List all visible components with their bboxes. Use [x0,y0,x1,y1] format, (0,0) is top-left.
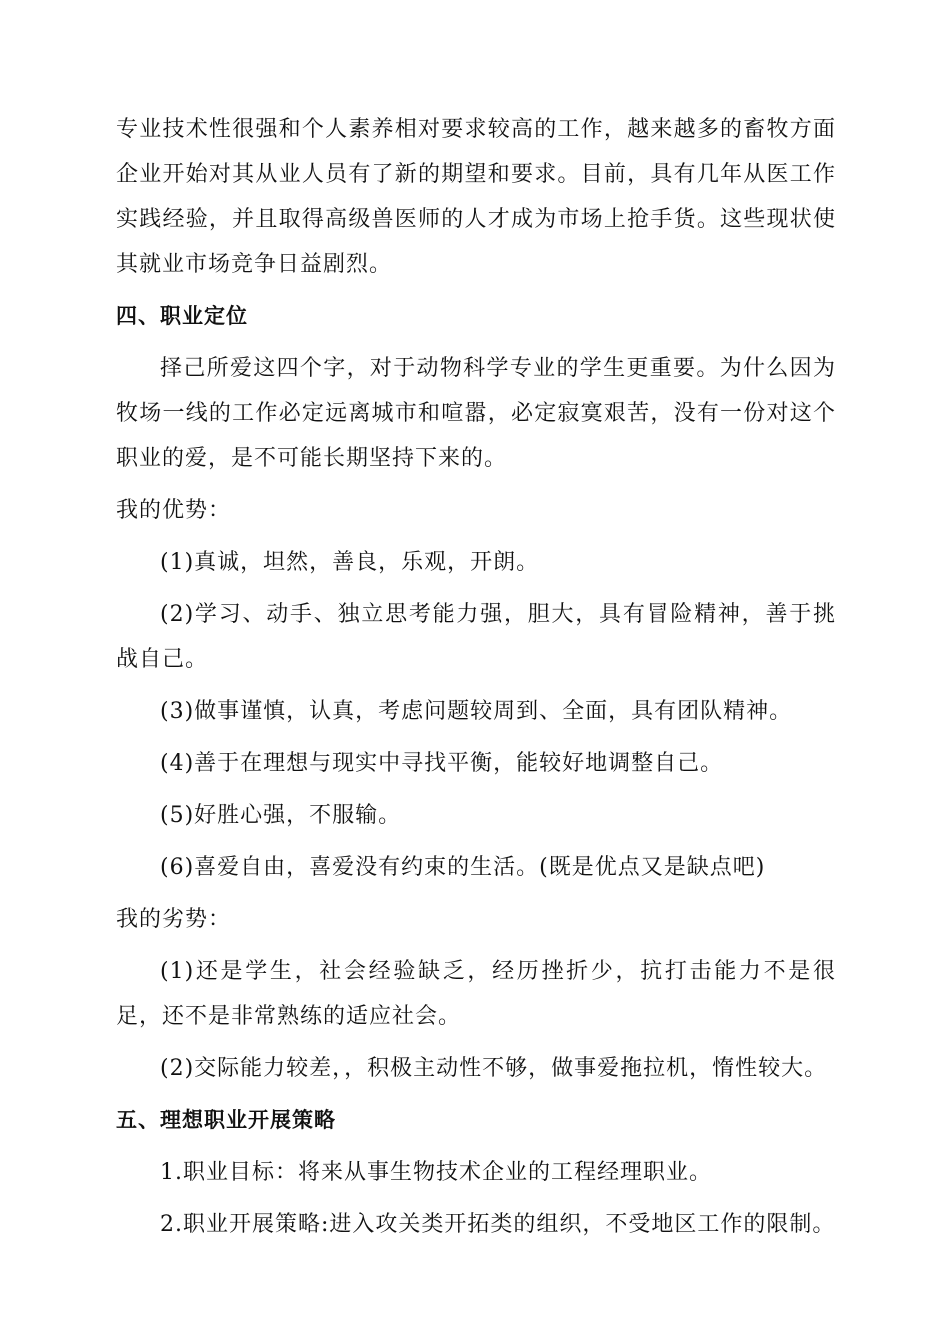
section-heading-career-positioning: 四、职业定位 [116,304,248,328]
label-my-weaknesses: 我的劣势： [116,907,232,932]
paragraph-choose-what-you-love: 择己所爱这四个字，对于动物科学专业的学生更重要。为什么因为牧场一线的工作必定远离城市和喧嚣，必定寂寞艰苦，没有一份对这个职业的爱，是不可能长期坚持下来的。 [116,356,836,471]
strength-item-3: (3)做事谨慎，认真，考虑问题较周到、全面，具有团队精神。 [160,699,793,724]
strength-item-5: (5)好胜心强，不服输。 [160,803,402,828]
strength-item-4: (4)善于在理想与现实中寻找平衡，能较好地调整自己。 [160,751,724,776]
strength-item-1: (1)真诚，坦然，善良，乐观，开朗。 [160,550,540,575]
document-body [116,107,836,1247]
paragraph-employment-market: 专业技术性很强和个人素养相对要求较高的工作，越来越多的畜牧方面企业开始对其从业人员有了新的期望和要求。目前，具有几年从医工作实践经验，并且取得高级兽医师的人才成为市场上抢手货。这些现状使其就业市场竞争日益剧烈。 [116,117,836,277]
strategy-item-1: 1.职业目标：将来从事生物技术企业的工程经理职业。 [160,1160,712,1185]
section-heading-career-strategy: 五、理想职业开展策略 [116,1108,336,1132]
strategy-item-2: 2.职业开展策略:进入攻关类开拓类的组织，不受地区工作的限制。 [160,1212,836,1237]
strength-item-6: (6)喜爱自由，喜爱没有约束的生活。(既是优点又是缺点吧) [160,855,766,880]
strength-item-2: (2)学习、动手、独立思考能力强，胆大，具有冒险精神，善于挑战自己。 [116,602,836,672]
label-my-strengths: 我的优势： [116,498,232,523]
weakness-item-1: (1)还是学生，社会经验缺乏，经历挫折少，抗打击能力不是很足，还不是非常熟练的适应社会。 [116,959,836,1029]
weakness-item-2: (2)交际能力较差，，积极主动性不够，做事爱拖拉机，惰性较大。 [160,1056,828,1081]
